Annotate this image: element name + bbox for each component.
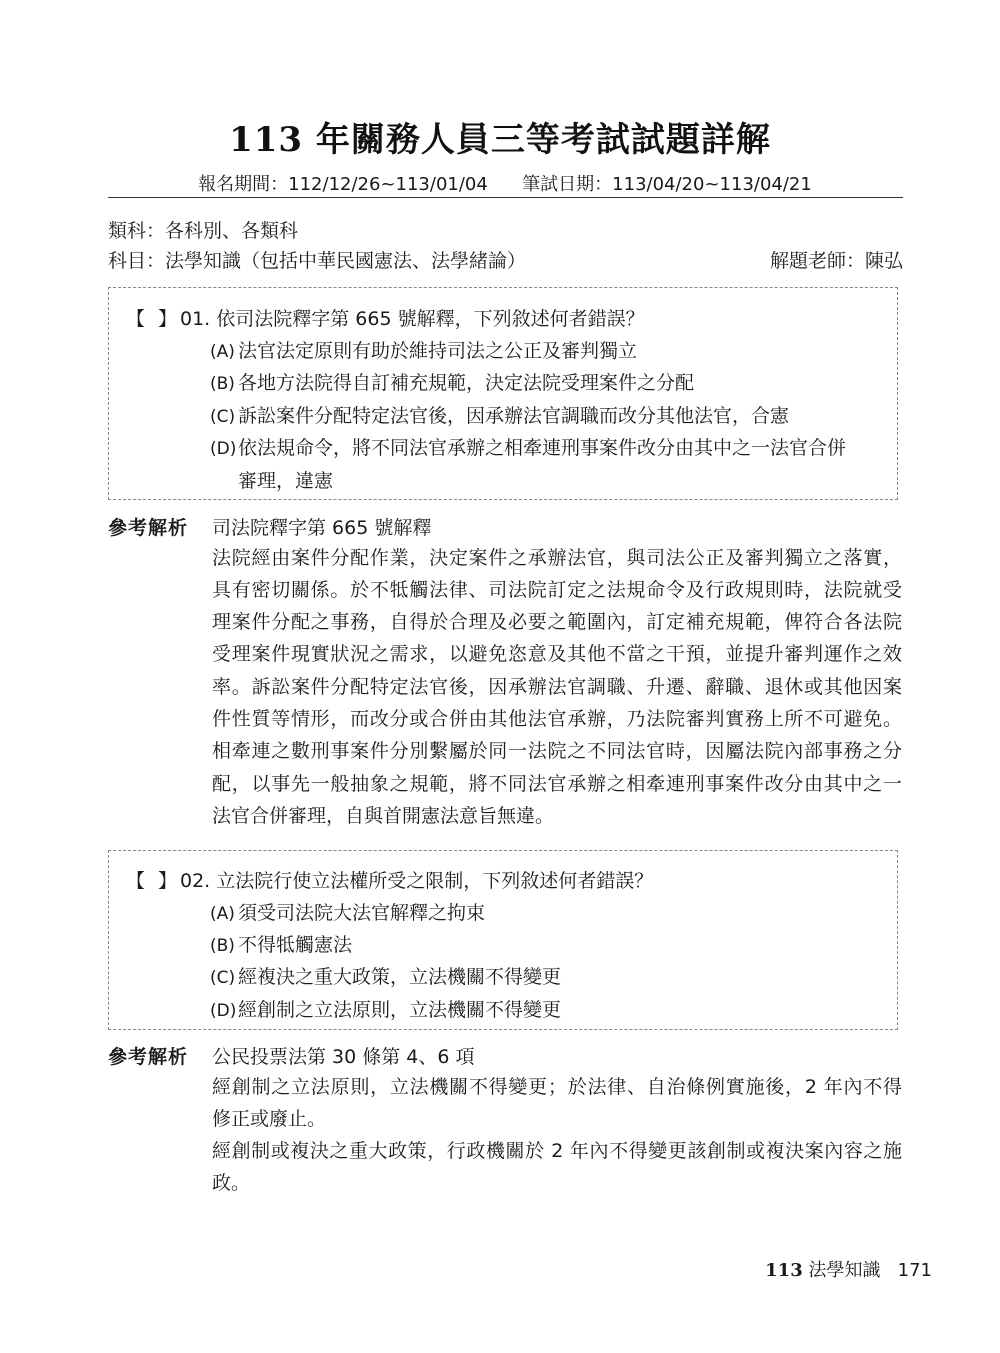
analysis-line: 相牽連之數刑事案件分別繫屬於同一法院之不同法官時，因屬法院內部事務之分 — [212, 740, 902, 762]
option-a — [210, 336, 637, 363]
option-letter: (A) — [210, 342, 235, 362]
analysis-line: 受理案件現實狀況之需求，以避免恣意及其他不當之干預，並提升審判運作之效 — [212, 643, 902, 665]
option-text: 各地方法院得自訂補充規範，決定法院受理案件之分配 — [238, 372, 695, 394]
option-text: 訴訟案件分配特定法官後，因承辦法官調職而改分其他法官，合憲 — [238, 405, 790, 427]
answer-bracket-close: 】 — [158, 308, 178, 330]
footer-year: 113 — [765, 1260, 803, 1281]
subject-line: 科目：法學知識（包括中華民國憲法、法學緒論） — [108, 250, 527, 272]
footer-subject: 法學知識 — [808, 1260, 881, 1281]
analysis-line: 法官合併審理，自與首開憲法意旨無違。 — [212, 805, 555, 827]
exam-dates — [0, 170, 1000, 196]
option-d — [210, 995, 561, 1022]
option-letter: (B) — [210, 936, 235, 956]
teacher-line: 解題老師：陳弘 — [769, 250, 903, 272]
page-title: 113 年關務人員三等考試試題詳解 — [229, 120, 771, 160]
option-d — [210, 433, 846, 460]
option-text: 不得牴觸憲法 — [238, 934, 353, 956]
answer-bracket-open: 【 — [126, 870, 146, 892]
category-line: 類科：各科別、各類科 — [108, 220, 299, 242]
analysis-line: 率。訴訟案件分配特定法官後，因承辦法官調職、升遷、辭職、退休或其他因案 — [212, 676, 902, 698]
option-letter: (D) — [210, 439, 237, 459]
option-letter: (C) — [210, 407, 236, 427]
option-a — [210, 898, 485, 925]
option-letter: (A) — [210, 904, 235, 924]
option-text: 法官法定原則有助於維持司法之公正及審判獨立 — [238, 340, 638, 362]
analysis-line: 經創制之立法原則，立法機關不得變更；於法律、自治條例實施後，2 年內不得 — [212, 1076, 902, 1098]
analysis-line: 件性質等情形，而改分或合併由其他法官承辦，乃法院審判實務上所不可避免。 — [212, 708, 902, 730]
exam-date: 筆試日期：113/04/20~113/04/21 — [522, 174, 812, 195]
option-c — [210, 401, 789, 428]
analysis-line: 理案件分配之事務，自得於合理及必要之範圍內，訂定補充規範，俾符合各法院 — [212, 611, 902, 633]
analysis-line: 修正或廢止。 — [212, 1108, 327, 1130]
option-letter: (C) — [210, 968, 236, 988]
option-c — [210, 962, 561, 989]
page-footer — [765, 1256, 932, 1282]
option-d-continued: 審理，違憲 — [238, 470, 334, 492]
analysis-line: 具有密切關係。於不牴觸法律、司法院訂定之法規命令及行政規則時，法院就受 — [212, 579, 902, 601]
option-b — [210, 930, 352, 957]
analysis-topic: 公民投票法第 30 條第 4、6 項 — [212, 1046, 475, 1068]
analysis-line: 政。 — [212, 1172, 251, 1194]
option-text: 依法規命令，將不同法官承辦之相牽連刑事案件改分由其中之一法官合併 — [238, 437, 847, 459]
option-letter: (B) — [210, 374, 235, 394]
question-stem: 02. 立法院行使立法權所受之限制，下列敘述何者錯誤？ — [180, 870, 654, 892]
analysis-label: 參考解析 — [108, 1046, 189, 1068]
option-text: 經複決之重大政策，立法機關不得變更 — [238, 966, 562, 988]
option-text: 經創制之立法原則，立法機關不得變更 — [238, 999, 562, 1021]
question-stem: 01. 依司法院釋字第 665 號解釋，下列敘述何者錯誤？ — [180, 308, 645, 330]
analysis-line: 配，以事先一般抽象之規範，將不同法官承辦之相牽連刑事案件改分由其中之一 — [212, 773, 902, 795]
option-text: 須受司法院大法官解釋之拘束 — [238, 902, 486, 924]
header-divider — [108, 197, 903, 198]
registration-period: 報名期間：112/12/26~113/01/04 — [198, 174, 488, 195]
option-letter: (D) — [210, 1001, 237, 1021]
analysis-topic: 司法院釋字第 665 號解釋 — [212, 517, 432, 539]
answer-bracket-close: 】 — [158, 870, 178, 892]
page-number: 171 — [897, 1260, 932, 1281]
analysis-label: 參考解析 — [108, 517, 189, 539]
analysis-line: 經創制或複決之重大政策，行政機關於 2 年內不得變更該創制或複決案內容之施 — [212, 1140, 902, 1162]
analysis-line: 法院經由案件分配作業，決定案件之承辦法官，與司法公正及審判獨立之落實， — [212, 547, 902, 569]
option-b — [210, 368, 694, 395]
answer-bracket-open: 【 — [126, 308, 146, 330]
